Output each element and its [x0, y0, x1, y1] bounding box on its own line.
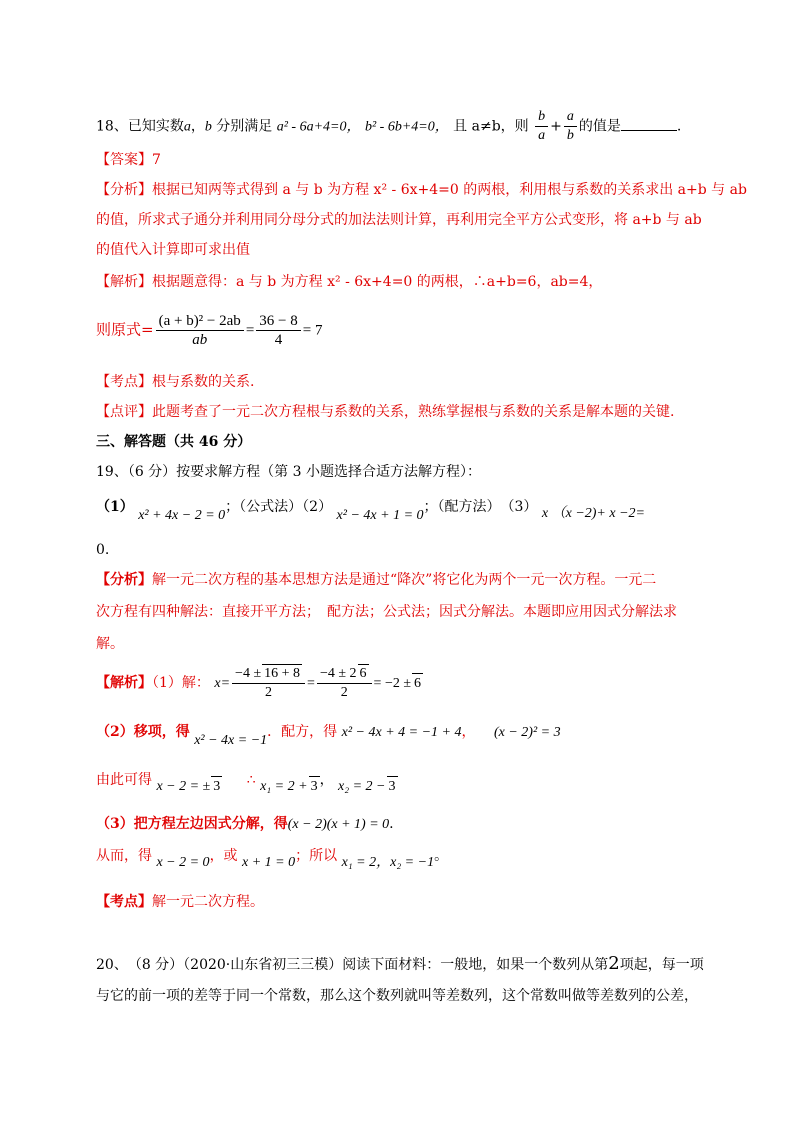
equation: x − 2 = ± — [156, 779, 211, 794]
text: （2）移项，得 — [96, 724, 190, 740]
analysis-label: 【分析】 — [96, 572, 152, 588]
denominator: 4 — [274, 332, 283, 348]
denominator: b — [566, 128, 574, 143]
fraction-formula — [232, 664, 305, 702]
condition: 且 a≠b，则 — [453, 118, 529, 135]
equation: (x − 2)(x + 1) = 0 — [287, 817, 390, 832]
text: 从而，得 — [96, 848, 152, 864]
answer-blank — [621, 116, 677, 131]
text: ，或 — [209, 848, 238, 864]
text: 已知实数 — [127, 118, 184, 135]
question-20-line1 — [96, 954, 704, 975]
analysis-18-line3: 的值代入计算即可求出值 — [96, 242, 250, 258]
analysis-18-line2: 的值，所求式子通分并利用同分母分式的加法法则计算，再利用完全平方公式变形，将 a+b 与 ab — [96, 212, 702, 228]
result: = −2 ± — [373, 676, 412, 691]
equation: x² − 4x = −1 — [194, 733, 268, 748]
text: ， — [190, 118, 205, 135]
analysis-19-line1 — [96, 570, 656, 590]
numerator: (a + b)² − 2ab — [156, 312, 244, 331]
formula-prefix: 则原式= — [96, 320, 154, 339]
analysis-text: 根据已知两等式得到 a 与 b 为方程 x² - 6x+4=0 的两根，利用根与系数的关系求出 a+b 与 ab — [152, 182, 747, 198]
text: （3）把方程左边因式分解，得 — [96, 816, 288, 832]
solution-19-part2 — [96, 722, 561, 748]
dianping-18 — [96, 402, 674, 422]
fraction-numeric — [256, 312, 300, 349]
equation-2: b² - 6b+4=0， — [364, 119, 449, 135]
numerator: 36 − 8 — [256, 312, 300, 331]
question-number: 18、 — [96, 118, 128, 135]
equation-1: a² - 6a+4=0， — [276, 119, 361, 135]
radical: 6 — [412, 673, 423, 694]
solution-18-formula — [96, 312, 322, 349]
equation-part1: x² + 4x − 2 = 0 — [138, 508, 226, 523]
question-20-line2: 与它的前一项的差等于同一个常数，那么这个数列就叫等差数列，这个常数叫做等差数列的公差， — [96, 988, 698, 1004]
var-x: x= — [214, 676, 231, 691]
radical: 16 + 8 — [264, 666, 301, 681]
equation-part2: x² − 4x + 1 = 0 — [336, 508, 424, 523]
dianping-label: 【点评】 — [96, 404, 152, 420]
equation: x² − 4x + 4 = −1 + 4 — [341, 725, 462, 740]
answer-value: 7 — [152, 152, 161, 168]
fraction-expression — [156, 312, 244, 349]
result: x₁ = 2，x₂ = −1 — [341, 855, 435, 870]
kaodian-18 — [96, 372, 254, 392]
root-x1: x₁ = 2 + — [260, 779, 308, 794]
number: 2 — [608, 953, 620, 974]
equation: x + 1 = 0 — [242, 855, 296, 870]
equation: x − 2 = 0 — [156, 855, 210, 870]
text: 由此可得 — [96, 772, 152, 788]
solution-19-part1: 【解析】（1）解： x= $\frac{-4 \pm 16 + 8}{2}$ = $\frac{-4 \pm 2 6}{2}$ = −2 ± 6 — [96, 666, 422, 700]
text: 。 — [434, 848, 449, 864]
method-text: ；（公式法）（2） — [225, 499, 333, 515]
text: 20、 （8 分）（2020·山东省初三三模）阅读下面材料：一般地，如果一个数列从第 — [96, 957, 609, 973]
fraction-simplified — [317, 664, 372, 702]
numerator-part: −4 ± 2 — [319, 666, 357, 681]
solution-19-part2-cont: 由此可得 x − 2 = ± 3 ∴ x₁ = 2 + 3 ， x₂ = 2 − 3 — [96, 770, 398, 791]
answer-label: 【答案】 — [96, 152, 152, 168]
denominator: 2 — [340, 685, 348, 700]
kaodian-text: 解一元二次方程。 — [152, 894, 264, 910]
fraction-b-over-a — [535, 108, 548, 145]
radical: 3 — [211, 776, 222, 797]
dianping-text: 此题考查了一元二次方程根与系数的关系，熟练掌握根与系数的关系是解本题的关键. — [152, 404, 675, 420]
text: （1）解： — [152, 675, 210, 691]
section-title: 三、解答题（共 46 分） — [96, 434, 252, 450]
kaodian-text: 根与系数的关系. — [152, 374, 255, 390]
plus-sign: + — [550, 118, 562, 135]
numerator-part: −4 ± — [235, 666, 262, 681]
fraction-a-over-b — [564, 108, 577, 145]
denominator: 2 — [265, 685, 273, 700]
radical: 3 — [309, 776, 320, 797]
kaodian-label: 【考点】 — [96, 374, 152, 390]
equation-part3: x （x −2)+ x −2= — [541, 506, 645, 521]
question-19-cont: 0. — [96, 542, 110, 558]
analysis-19-line2: 次方程有四种解法：直接开平方法； 配方法；公式法；因式分解法。本题即应用因式分解法求 — [96, 604, 677, 620]
numerator: b — [535, 108, 548, 127]
text: 项起，每一项 — [619, 957, 704, 973]
analysis-19-line3: 解。 — [96, 636, 124, 652]
analysis-text: 解一元二次方程的基本思想方法是通过“降次”将它化为两个一元一次方程。一元二 — [152, 572, 657, 588]
var-b: b — [204, 119, 212, 135]
question-19-parts — [96, 497, 645, 523]
denominator: a — [538, 128, 546, 143]
result: = 7 — [302, 322, 323, 339]
text: . — [389, 816, 394, 832]
solution-label: 【解析】 — [96, 675, 152, 691]
equals-sign: = — [245, 322, 255, 339]
var-a: a — [183, 119, 191, 135]
analysis-18-line1 — [96, 180, 747, 200]
analysis-label: 【分析】 — [96, 182, 152, 198]
text: ；所以 — [295, 848, 338, 864]
text: ．配方，得 — [267, 724, 338, 740]
radical: 3 — [387, 776, 398, 797]
text: 分别满足 — [211, 118, 273, 135]
text: . — [676, 118, 682, 135]
answer-18 — [96, 150, 161, 170]
question-18 — [96, 108, 681, 145]
numerator: a — [564, 108, 577, 127]
root-x2: x₂ = 2 − — [338, 779, 386, 794]
question-19-stem: 19、（6 分）按要求解方程（第 3 小题选择合适方法解方程）： — [96, 464, 481, 480]
text: ， — [461, 724, 476, 740]
kaodian-19 — [96, 892, 264, 912]
solution-19-part3-cont — [96, 846, 449, 870]
therefore-symbol: ∴ — [246, 772, 256, 788]
equation: (x − 2)² = 3 — [493, 725, 561, 740]
text: 的值是 — [578, 118, 621, 135]
method-text: ；（配方法） （3） — [423, 499, 538, 515]
kaodian-label: 【考点】 — [96, 894, 152, 910]
solution-18-line1 — [96, 272, 602, 292]
solution-text: 根据题意得：a 与 b 为方程 x² - 6x+4=0 的两根，∴a+b=6，ab=4， — [152, 274, 603, 290]
denominator: ab — [192, 332, 208, 348]
solution-19-part3 — [96, 814, 394, 835]
solution-label: 【解析】 — [96, 274, 152, 290]
part-label: （1） — [96, 499, 134, 515]
radical: 6 — [359, 666, 367, 681]
